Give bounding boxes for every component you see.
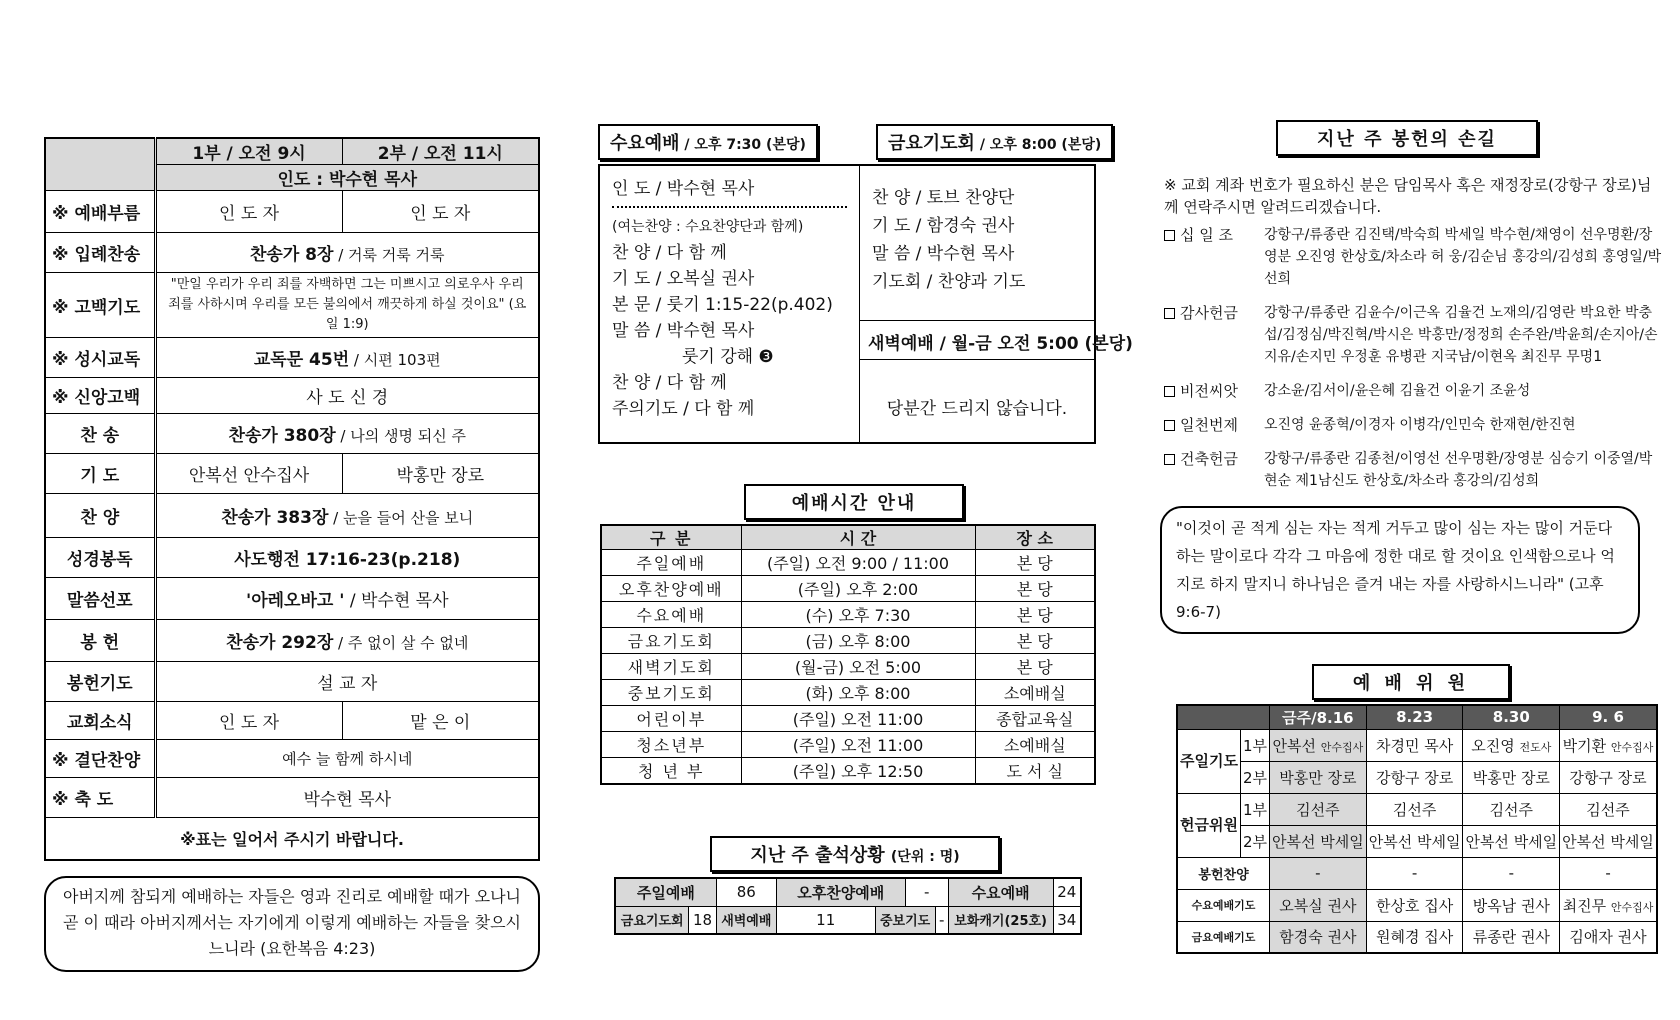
row-label: ※ 입례찬송 xyxy=(45,233,155,273)
staff-name: 방옥남 권사 xyxy=(1472,896,1550,915)
schedule-cell: 중보기도회 xyxy=(601,680,741,706)
attendance-label: 새벽예배 xyxy=(716,906,776,934)
staff-cell: - xyxy=(1366,857,1463,889)
schedule-cell: 청소년부 xyxy=(601,732,741,758)
wednesday-title-box xyxy=(598,124,818,160)
part-label: 1부 xyxy=(1240,793,1269,825)
schedule-cell: 본 당 xyxy=(975,654,1095,680)
schedule-title: 예배시간 안내 xyxy=(744,484,964,520)
staff-cell xyxy=(1560,889,1657,921)
wednesday-title: 수요예배 xyxy=(610,133,680,154)
staff-name: 박기환 xyxy=(1562,736,1607,755)
schedule-cell: 본 당 xyxy=(975,576,1095,602)
schedule-cell: (주일) 오후 2:00 xyxy=(741,576,975,602)
wednesday-column xyxy=(600,166,860,442)
staff-date: 9. 6 xyxy=(1560,705,1657,729)
verse-left: 아버지께 참되게 예배하는 자들은 영과 진리로 예배할 때가 오나니 곧 이 때라 아버지께서는 자기에게 이렇게 예배하는 자들을 찾으시느니라 (요한복음 4:23) xyxy=(44,876,540,972)
staff-cell: 원혜경 집사 xyxy=(1366,921,1463,953)
attendance-value: 86 xyxy=(716,878,776,906)
row-text: 박수현 목사 xyxy=(155,778,539,818)
staff-cell xyxy=(1463,889,1560,921)
row-label: 봉헌기도 xyxy=(45,662,155,702)
order-footer: ※표는 일어서 주시기 바랍니다. xyxy=(45,818,539,860)
row-col2: 인 도 자 xyxy=(342,191,539,233)
staff-cell xyxy=(1463,729,1560,761)
attendance-label: 금요기도회 xyxy=(615,906,689,934)
service1-header: 1부 / 오전 9시 xyxy=(155,138,342,165)
list-item xyxy=(1164,380,1664,402)
schedule-header: 구 분 xyxy=(601,525,741,550)
row-content xyxy=(155,620,539,662)
table-row xyxy=(601,680,1095,706)
dawn-title: 새벽예배 / 월-금 오전 5:00 (본당) xyxy=(860,320,1094,360)
row-col1: 인 도 자 xyxy=(155,191,342,233)
attendance-title: 지난 주 출석상황 xyxy=(750,845,885,866)
row-main: 교독문 45번 xyxy=(253,350,350,370)
fri-prayer-label: 금요예배기도 xyxy=(1177,921,1270,953)
offering-list xyxy=(1164,224,1664,504)
row-content xyxy=(155,578,539,620)
row-text: 설 교 자 xyxy=(155,662,539,702)
schedule-header: 시 간 xyxy=(741,525,975,550)
row-sub: / 주 없이 살 수 없네 xyxy=(333,634,469,652)
confession-note: "만일 우리가 우리 죄를 자백하면 그는 미쁘시고 의로우사 우리 죄를 사하시며 우리를 모든 불의에서 깨끗하게 하실 것이요" (요일 1:9) xyxy=(155,273,539,338)
schedule-cell: (주일) 오전 11:00 xyxy=(741,706,975,732)
service2-header: 2부 / 오전 11시 xyxy=(342,138,539,165)
table-row xyxy=(1177,761,1657,793)
list-item xyxy=(1164,302,1664,368)
row-content xyxy=(155,494,539,538)
offering-key xyxy=(1164,224,1233,246)
staff-date: 금주/8.16 xyxy=(1270,705,1367,729)
row-col2: 박홍만 장로 xyxy=(342,454,539,494)
staff-cell: 김애자 권사 xyxy=(1560,921,1657,953)
schedule-header: 장 소 xyxy=(975,525,1095,550)
choir-label: 봉헌찬양 xyxy=(1177,857,1270,889)
list-item xyxy=(1164,414,1664,436)
table-row xyxy=(1177,921,1657,953)
attendance-label: 주일예배 xyxy=(615,878,716,906)
staff-cell xyxy=(1366,729,1463,761)
table-row xyxy=(601,550,1095,576)
table-row xyxy=(1177,825,1657,857)
row-label: 성경봉독 xyxy=(45,538,155,578)
offering-names: 강항구/류종란 김진택/박숙희 박세일 박수현/채영이 선우명환/장영분 오진영 한상호/차소라 허 웅/김순님 홍강의/김성희 홍영일/박선희 xyxy=(1264,227,1662,287)
row-label: 말씀선포 xyxy=(45,578,155,620)
staff-cell: 강항구 장로 xyxy=(1366,761,1463,793)
staff-cell: - xyxy=(1270,857,1367,889)
wednesday-time: / 오후 7:30 (본당) xyxy=(679,137,806,153)
friday-column xyxy=(860,166,1133,442)
staff-cell: - xyxy=(1463,857,1560,889)
wednesday-line: 주의기도 / 다 함 께 xyxy=(612,399,755,419)
staff-cell xyxy=(1270,889,1367,921)
staff-cell: 김선주 xyxy=(1463,793,1560,825)
staff-cell xyxy=(1270,729,1367,761)
table-row xyxy=(601,706,1095,732)
attendance-title-box xyxy=(710,836,1000,872)
staff-cell: 함경숙 권사 xyxy=(1270,921,1367,953)
schedule-cell: (화) 오후 8:00 xyxy=(741,680,975,706)
staff-name: 안복선 xyxy=(1272,736,1316,755)
prayer-label: 주일기도 xyxy=(1177,729,1240,793)
verse-right: "이것이 곧 적게 심는 자는 적게 거두고 많이 심는 자는 많이 거둔다 하는 말이로다 각각 그 마음에 정한 대로 할 것이요 인색함으로나 억지로 하지 말지니 하나님은 즐겨 내는 자를 사랑하시느니라" (고후 9:6-7) xyxy=(1160,506,1640,634)
friday-title-box xyxy=(876,124,1113,160)
order-header-corner xyxy=(45,138,155,191)
table-row xyxy=(1177,729,1657,761)
row-content xyxy=(155,233,539,273)
weekday-services-box xyxy=(598,164,1133,444)
wednesday-leader: 인 도 / 박수현 목사 xyxy=(612,179,755,199)
schedule-cell: (월-금) 오전 5:00 xyxy=(741,654,975,680)
staff-name: 한상호 집사 xyxy=(1375,896,1454,915)
staff-title: 예 배 위 원 xyxy=(1312,664,1510,700)
schedule-cell: 오후찬양예배 xyxy=(601,576,741,602)
staff-title-small: 안수집사 xyxy=(1320,740,1364,754)
checkbox-icon xyxy=(1164,386,1175,397)
table-row xyxy=(601,602,1095,628)
staff-title-small: 전도사 xyxy=(1519,740,1552,754)
dotted-divider xyxy=(612,206,847,208)
attendance-label: 오후찬양예배 xyxy=(776,878,905,906)
schedule-cell: 소예배실 xyxy=(975,732,1095,758)
part-label: 2부 xyxy=(1240,825,1269,857)
list-item xyxy=(1164,448,1664,492)
friday-line: 말 씀 / 박수현 목사 xyxy=(872,244,1015,264)
schedule-cell: 청 년 부 xyxy=(601,758,741,784)
wednesday-line: 찬 양 / 다 함 께 xyxy=(612,373,727,393)
row-col1: 인 도 자 xyxy=(155,702,342,740)
row-main: 찬송가 380장 xyxy=(228,426,336,446)
row-label: ※ 성시교독 xyxy=(45,338,155,378)
table-row xyxy=(615,906,1081,934)
schedule-cell: (주일) 오전 9:00 / 11:00 xyxy=(741,550,975,576)
row-label: 기 도 xyxy=(45,454,155,494)
row-label: ※ 축 도 xyxy=(45,778,155,818)
staff-table xyxy=(1176,704,1658,954)
attendance-value: 34 xyxy=(1053,906,1081,934)
row-sub: / 나의 생명 되신 주 xyxy=(335,427,466,445)
schedule-cell: 도 서 실 xyxy=(975,758,1095,784)
schedule-cell: 종합교육실 xyxy=(975,706,1095,732)
wednesday-line: 기 도 / 오복실 권사 xyxy=(612,269,755,289)
checkbox-icon xyxy=(1164,420,1175,431)
offering-notice: ※ 교회 계좌 번호가 필요하신 분은 담임목사 혹은 재정장로(강항구 장로)님께 연락주시면 알려드리겠습니다. xyxy=(1164,176,1652,216)
friday-time: / 오후 8:00 (본당) xyxy=(974,137,1102,153)
checkbox-icon xyxy=(1164,230,1175,241)
row-label: ※ 예배부름 xyxy=(45,191,155,233)
schedule-cell: 새벽기도회 xyxy=(601,654,741,680)
table-row xyxy=(601,654,1095,680)
staff-cell: 안복선 박세일 xyxy=(1560,825,1657,857)
leader-header: 인도 : 박수현 목사 xyxy=(155,165,539,191)
schedule-cell: 금요기도회 xyxy=(601,628,741,654)
row-col1: 안복선 안수집사 xyxy=(155,454,342,494)
part-label: 2부 xyxy=(1240,761,1269,793)
staff-cell: 안복선 박세일 xyxy=(1270,825,1367,857)
staff-cell: 안복선 박세일 xyxy=(1366,825,1463,857)
row-label: 봉 헌 xyxy=(45,620,155,662)
offering-key-label: 감사헌금 xyxy=(1180,304,1238,322)
staff-name: 오복실 권사 xyxy=(1279,896,1357,915)
offering-names: 강항구/류종란 김종천/이영선 선우명환/장영분 심승기 이중열/박현순 제1남신도 한상호/차소라 홍강의/김성희 xyxy=(1264,451,1653,489)
row-sub: / 눈을 들어 산을 보니 xyxy=(328,509,474,527)
wednesday-line: (여는찬양 : 수요찬양단과 함께) xyxy=(612,219,804,235)
wednesday-line: 말 씀 / 박수현 목사 xyxy=(612,321,755,341)
attendance-value: 24 xyxy=(1053,878,1081,906)
offering-key-label: 일천번제 xyxy=(1180,416,1238,434)
staff-corner xyxy=(1177,705,1270,729)
row-main: 찬송가 292장 xyxy=(226,633,334,653)
offering-title: 지난 주 봉헌의 손길 xyxy=(1276,120,1538,156)
schedule-cell: 소예배실 xyxy=(975,680,1095,706)
attendance-value: - xyxy=(935,906,948,934)
attendance-label: 보화캐기(25호) xyxy=(948,906,1053,934)
offering-key xyxy=(1164,448,1238,470)
row-text: 예수 늘 함께 하시네 xyxy=(155,740,539,778)
table-row xyxy=(601,758,1095,784)
list-item xyxy=(1164,224,1664,290)
row-content xyxy=(155,338,539,378)
offering-names: 강소윤/김서이/윤은혜 김율건 이윤기 조윤성 xyxy=(1264,383,1531,399)
offering-key xyxy=(1164,302,1238,324)
schedule-table xyxy=(600,524,1096,785)
staff-name: 차경민 목사 xyxy=(1375,736,1454,755)
staff-cell: 박홍만 장로 xyxy=(1270,761,1367,793)
wednesday-line: 본 문 / 룻기 1:15-22(p.402) xyxy=(612,295,833,315)
table-row xyxy=(601,576,1095,602)
row-text: 사도행전 17:16-23(p.218) xyxy=(155,538,539,578)
schedule-cell: 어린이부 xyxy=(601,706,741,732)
schedule-cell: 주일예배 xyxy=(601,550,741,576)
row-label: ※ 신앙고백 xyxy=(45,378,155,414)
schedule-cell: (수) 오후 7:30 xyxy=(741,602,975,628)
checkbox-icon xyxy=(1164,454,1175,465)
row-main: 찬송가 8장 xyxy=(249,245,334,265)
staff-date: 8.23 xyxy=(1366,705,1463,729)
attendance-unit: (단위 : 명) xyxy=(890,849,960,865)
row-label: ※ 고백기도 xyxy=(45,273,155,338)
wed-prayer-label: 수요예배기도 xyxy=(1177,889,1270,921)
schedule-cell: (주일) 오전 11:00 xyxy=(741,732,975,758)
staff-cell xyxy=(1560,729,1657,761)
friday-title: 금요기도회 xyxy=(888,133,975,154)
table-row xyxy=(1177,793,1657,825)
row-content xyxy=(155,414,539,454)
attendance-table xyxy=(614,877,1082,935)
attendance-label: 수요예배 xyxy=(948,878,1053,906)
offering-key xyxy=(1164,380,1238,402)
row-text: 사 도 신 경 xyxy=(155,378,539,414)
attendance-label: 중보기도 xyxy=(875,906,935,934)
staff-cell: 류종란 권사 xyxy=(1463,921,1560,953)
staff-cell: 안복선 박세일 xyxy=(1463,825,1560,857)
staff-name: 최진무 xyxy=(1562,896,1607,915)
friday-line: 찬 양 / 토브 찬양단 xyxy=(872,188,1015,208)
table-row xyxy=(615,878,1081,906)
row-sub: / 시편 103편 xyxy=(349,351,441,369)
order-of-worship-table xyxy=(44,137,540,861)
staff-cell: - xyxy=(1560,857,1657,889)
table-row xyxy=(601,732,1095,758)
staff-cell: 강항구 장로 xyxy=(1560,761,1657,793)
friday-lines xyxy=(860,166,1094,320)
attendance-value: 18 xyxy=(689,906,716,934)
staff-cell: 박홍만 장로 xyxy=(1463,761,1560,793)
checkbox-icon xyxy=(1164,308,1175,319)
staff-cell: 김선주 xyxy=(1366,793,1463,825)
offering-names: 강항구/류종란 김윤수/이근옥 김율건 노재의/김영란 박요한 박충섭/김정심/박진혁/박시은 박홍만/정정희 손주완/박윤희/손지아/손지유/손지민 우정훈 유병관 지국남/이현옥 최진무 무명1 xyxy=(1264,305,1658,365)
dawn-body: 당분간 드리지 않습니다. xyxy=(886,399,1068,419)
row-label: ※ 결단찬양 xyxy=(45,740,155,778)
row-main: '아레오바고 ' xyxy=(246,591,345,611)
staff-cell: 김선주 xyxy=(1270,793,1367,825)
row-label: 찬 양 xyxy=(45,494,155,538)
friday-line: 기도회 / 찬양과 기도 xyxy=(872,272,1026,292)
row-sub: / 거룩 거룩 거룩 xyxy=(333,246,445,264)
row-sub: / 박수현 목사 xyxy=(344,591,449,611)
offering-names: 오진영 윤종혁/이경자 이병각/인민숙 한재현/한진현 xyxy=(1264,417,1576,433)
staff-cell: 김선주 xyxy=(1560,793,1657,825)
staff-date: 8.30 xyxy=(1463,705,1560,729)
offering-label: 헌금위원 xyxy=(1177,793,1240,857)
offering-key-label: 비전씨앗 xyxy=(1180,382,1238,400)
staff-cell xyxy=(1366,889,1463,921)
table-row xyxy=(1177,889,1657,921)
attendance-value: 11 xyxy=(776,906,875,934)
schedule-cell: 본 당 xyxy=(975,550,1095,576)
staff-name: 오진영 xyxy=(1471,736,1515,755)
schedule-cell: (주일) 오후 12:50 xyxy=(741,758,975,784)
schedule-cell: 본 당 xyxy=(975,628,1095,654)
schedule-cell: 수요예배 xyxy=(601,602,741,628)
row-col2: 맡 은 이 xyxy=(342,702,539,740)
offering-key xyxy=(1164,414,1238,436)
schedule-cell: 본 당 xyxy=(975,602,1095,628)
attendance-value: - xyxy=(905,878,948,906)
staff-title-small: 안수집사 xyxy=(1610,740,1654,754)
offering-key-label: 건축헌금 xyxy=(1180,450,1238,468)
part-label: 1부 xyxy=(1240,729,1269,761)
row-label: 찬 송 xyxy=(45,414,155,454)
friday-line: 기 도 / 함경숙 권사 xyxy=(872,216,1015,236)
row-label: 교회소식 xyxy=(45,702,155,740)
offering-key-label: 십 일 조 xyxy=(1180,226,1234,244)
table-row xyxy=(1177,857,1657,889)
staff-title-small: 안수집사 xyxy=(1610,900,1654,914)
schedule-cell: (금) 오후 8:00 xyxy=(741,628,975,654)
table-row xyxy=(601,628,1095,654)
wednesday-line: 룻기 강해 ❸ xyxy=(682,347,774,367)
row-main: 찬송가 383장 xyxy=(221,508,329,528)
wednesday-line: 찬 양 / 다 함 께 xyxy=(612,243,727,263)
